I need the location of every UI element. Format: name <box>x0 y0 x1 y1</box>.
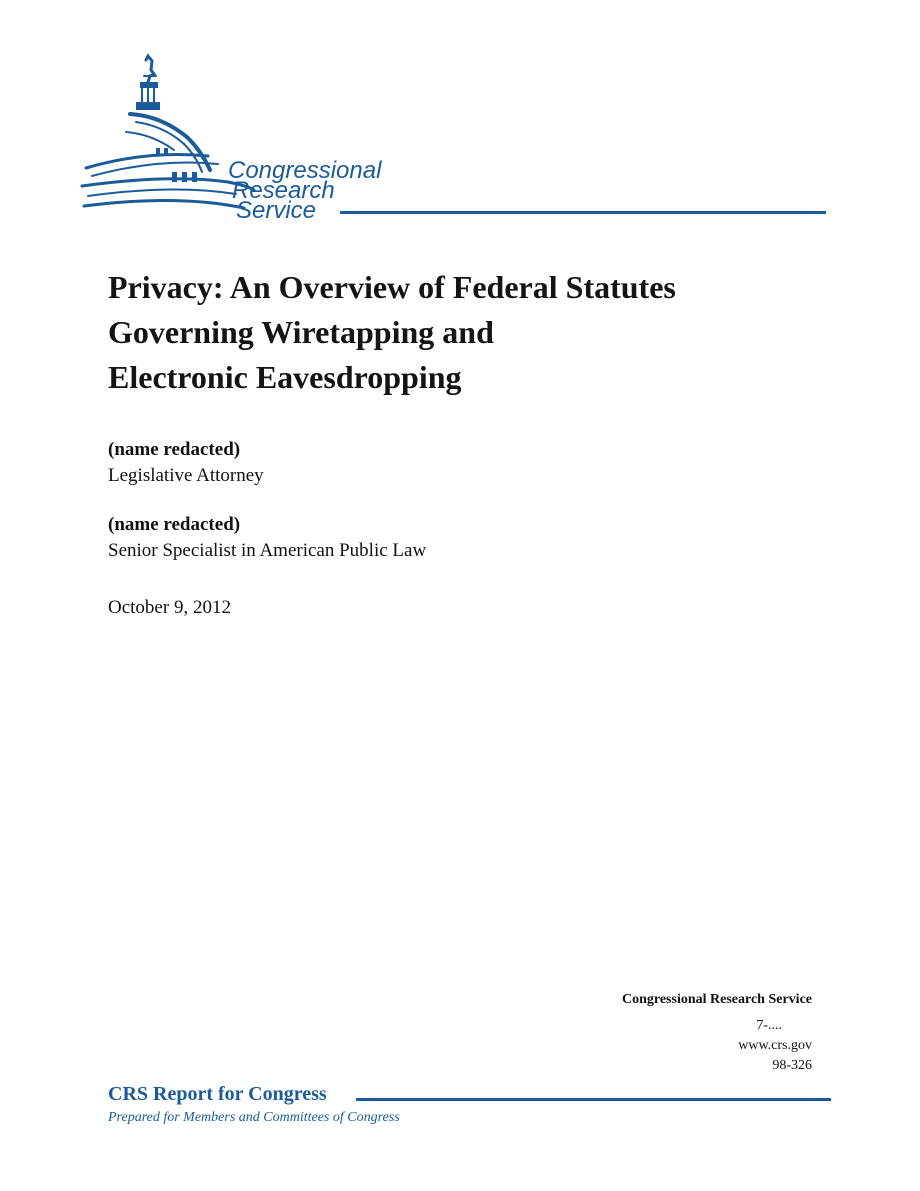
report-title-line-3: Electronic Eavesdropping <box>108 359 462 395</box>
report-title <box>108 265 828 400</box>
author-name: (name redacted) <box>108 439 241 460</box>
logo-word-service: Service <box>236 197 317 224</box>
footer-subheading: Prepared for Members and Committees of Congress <box>108 1110 400 1125</box>
author-name: (name redacted) <box>108 514 241 535</box>
logo-word-congressional: Congressional <box>228 157 382 184</box>
author-block <box>108 512 708 564</box>
report-date: October 9, 2012 <box>108 597 231 618</box>
author-role: Senior Specialist in American Public Law <box>108 540 427 561</box>
meta-org: Congressional Research Service <box>621 992 812 1007</box>
footer-heading: CRS Report for Congress <box>108 1083 327 1105</box>
capitol-dome-icon <box>82 56 254 208</box>
author-role: Legislative Attorney <box>108 465 264 486</box>
report-title-line-1: Privacy: An Overview of Federal Statutes <box>108 269 676 305</box>
report-title-line-2: Governing Wiretapping and <box>108 314 494 350</box>
logo-rule <box>340 211 826 214</box>
report-meta <box>560 990 812 1076</box>
meta-website-link[interactable]: www.crs.gov <box>738 1038 812 1053</box>
meta-code: 7-.... <box>756 1018 782 1033</box>
meta-report-number: 98-326 <box>772 1058 812 1073</box>
logo-word-research: Research <box>232 177 335 204</box>
author-block <box>108 437 708 489</box>
footer-rule <box>356 1098 831 1101</box>
crs-logo <box>78 52 838 227</box>
